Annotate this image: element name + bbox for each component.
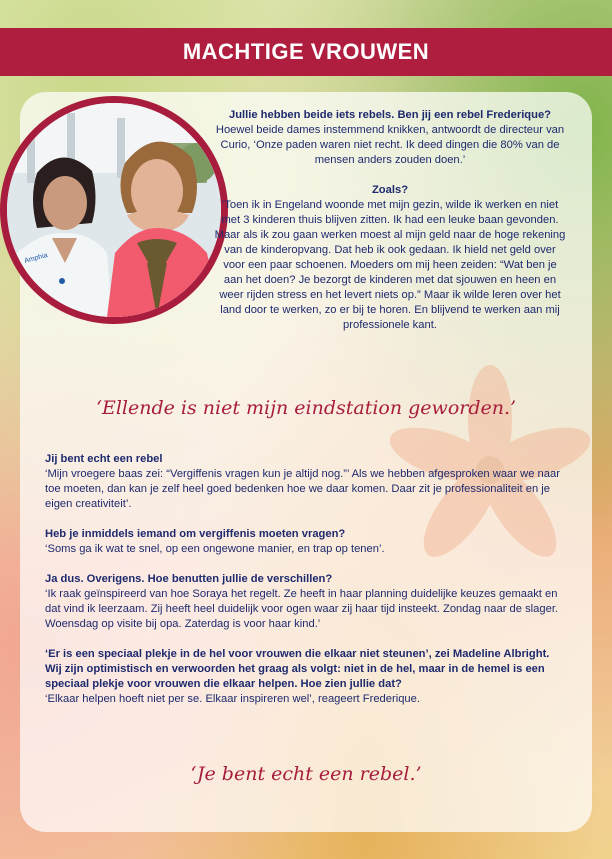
- qa-question-1: Jij bent echt een rebel: [45, 453, 163, 465]
- qa-answer-2: ‘Soms ga ik wat te snel, op een ongewone manier, en trap op tenen’.: [45, 543, 385, 555]
- qa-answer-3: ‘Ik raak geïnspireerd van hoe Soraya het regelt. Ze heeft in haar planning duidelijke keuzes gemaakt en dat vind ik leerzaam. Zij heeft heel duidelijk voor ogen waar zij haar tijd insteekt. Zondag naar de slager. Woensdag op visite bij opa. Zaterdag is voor haar kind.’: [45, 588, 559, 630]
- page-title: MACHTIGE VROUWEN: [182, 39, 430, 64]
- qa-answer-4: ‘Elkaar helpen hoeft niet per se. Elkaar inspireren wel’, reageert Frederique.: [45, 693, 420, 705]
- page-title-banner: [0, 28, 612, 76]
- qa-question-3: Ja dus. Overigens. Hoe benutten jullie de verschillen?: [45, 573, 333, 585]
- qa-question-4: ‘Er is een speciaal plekje in de hel voor vrouwen die elkaar niet steunen’, zei Madeline Albright. Wij zijn optimistisch en verwoorden het graag als volgt: niet in de hel, maar in de hemel is een speciaal plekje voor vrouwen die elkaar helpen. Hoe zien jullie dat?: [45, 648, 550, 690]
- qa-item-3: [45, 572, 565, 632]
- qa-question-2: Heb je inmiddels iemand om vergiffenis moeten vragen?: [45, 528, 346, 540]
- intro-section: [214, 108, 566, 333]
- qa-item-2: [45, 527, 565, 557]
- coat-badge-text: Amphia: [23, 252, 49, 265]
- pull-quote-1: ‘Ellende is niet mijn eindstation geworden.’: [95, 397, 517, 419]
- intro-answer-2: ‘Toen ik in Engeland woonde met mijn gezin, wilde ik werken en niet met 3 kinderen thuis blijven zitten. Ik had een leuke baan gevonden. Maar als ik zou gaan werken moest al mijn geld naar de hoge rekening van de kinderopvang. Dat heb ik ook gedaan. Ik hield net geld over voor een paar schoenen. Moeders om mij heen zeiden: “Wat ben je aan het doen? Je bezorgt de kinderen met dat sjouwen en heen en weer rijden stress en het levert niets op.” Maar ik wilde leren over het land door te werken, zo er bij te horen. En blijvend te werken aan mij professionele kant.: [214, 199, 566, 331]
- intro-question-1: Jullie hebben beide iets rebels. Ben jij een rebel Frederique?: [228, 109, 552, 121]
- qa-item-4: [45, 647, 565, 707]
- portrait-photo: [0, 96, 228, 324]
- qa-section: [45, 452, 565, 722]
- qa-answer-1: ‘Mijn vroegere baas zei: “Vergiffenis vragen kun je altijd nog.”’ Als we hebben afgesproken waar we naar toe moeten, dan kan je zelf heel goed bedenken hoe we daar komen. Daar zit je professionaliteit en je eigen creativiteit’.: [45, 468, 560, 510]
- intro-answer-1: Hoewel beide dames instemmend knikken, antwoordt de directeur van Curio, ‘Onze paden waren niet recht. Ik deed dingen die 80% van de mensen anders zouden doen.’: [215, 124, 565, 166]
- intro-question-2: Zoals?: [371, 184, 409, 196]
- pull-quote-2: ‘Je bent echt een rebel.’: [190, 763, 422, 785]
- qa-item-1: [45, 452, 565, 512]
